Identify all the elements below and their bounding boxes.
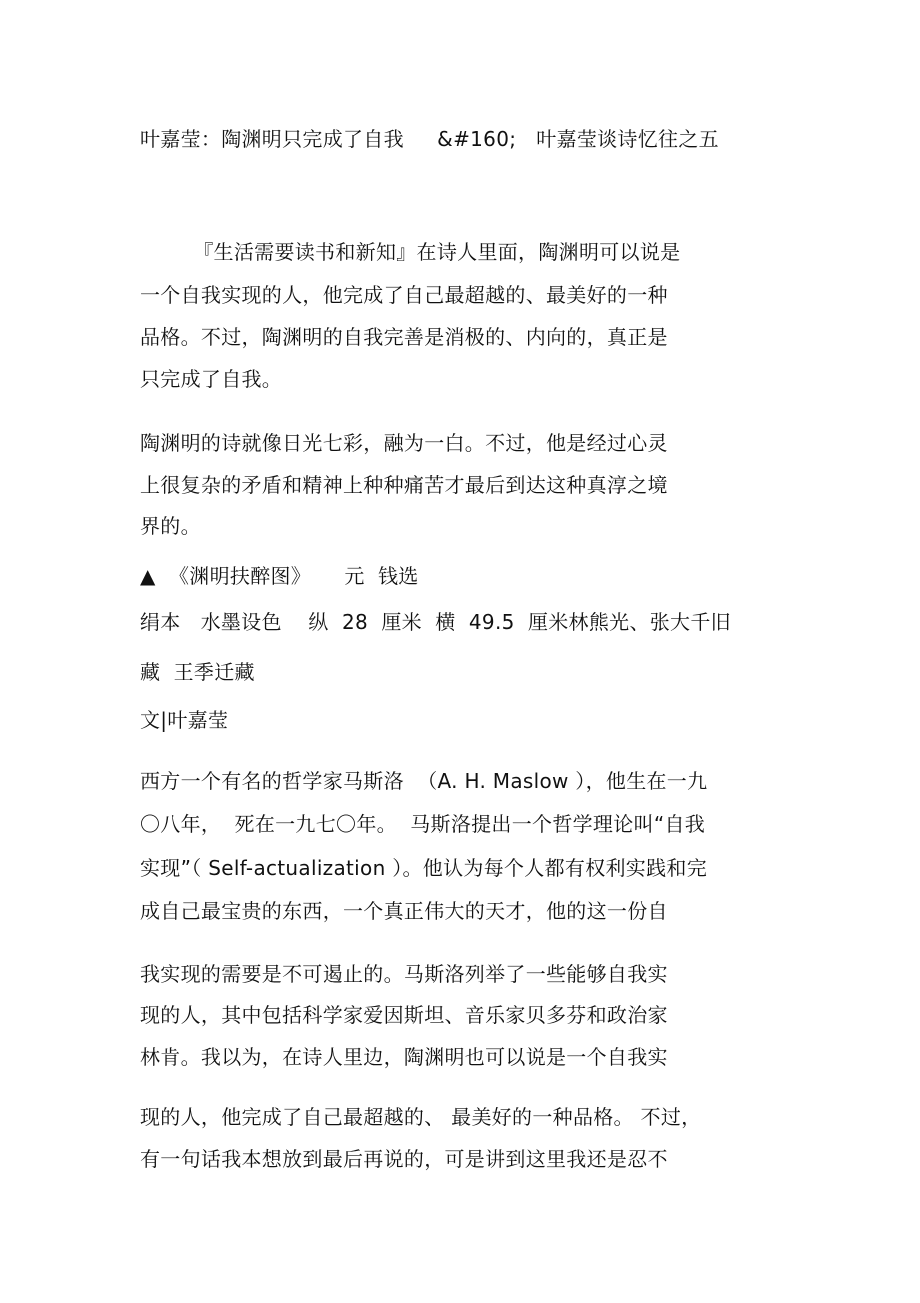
author-byline: 文|叶嘉莹: [140, 708, 229, 732]
text-line: 上很复杂的矛盾和精神上种种痛苦才最后到达这种真淳之境: [140, 473, 668, 497]
text-line: 我实现的需要是不可遏止的。马斯洛列举了一些能够自我实: [140, 962, 668, 986]
text-line: 陶渊明的诗就像日光七彩，融为一白。不过，他是经过心灵: [140, 431, 668, 455]
text-line: 现的人，他完成了自己最超越的、 最美好的一种品格。 不过，: [140, 1105, 702, 1129]
caption-title: ▲ 《渊明扶醉图》 元 钱选: [140, 564, 419, 588]
text-line: 现的人，其中包括科学家爱因斯坦、音乐家贝多芬和政治家: [140, 1003, 668, 1027]
text-line: 一个自我实现的人，他完成了自己最超越的、最美好的一种: [140, 283, 668, 307]
text-line: 品格。不过，陶渊明的自我完善是消极的、内向的，真正是: [140, 325, 668, 349]
text-line: 实现”（ Self-actualization ）。他认为每个人都有权利实践和完: [140, 856, 707, 880]
text-line: 有一句话我本想放到最后再说的，可是讲到这里我还是忍不: [140, 1147, 668, 1171]
text-line: 西方一个有名的哲学家马斯洛 （A. H. Maslow ），他生在一九: [140, 769, 708, 793]
text-line: 『生活需要读书和新知』在诗人里面，陶渊明可以说是: [140, 240, 681, 264]
caption-details: 绢本 水墨设色 纵 28 厘米 横 49.5 厘米林熊光、张大千旧: [140, 610, 731, 634]
caption-collection: 藏 王季迁藏: [140, 660, 255, 684]
text-line: 林肯。我以为，在诗人里边，陶渊明也可以说是一个自我实: [140, 1045, 668, 1069]
text-line: 成自己最宝贵的东西，一个真正伟大的天才，他的这一份自: [140, 899, 668, 923]
text-line: 〇八年， 死在一九七〇年。 马斯洛提出一个哲学理论叫“自我: [140, 812, 706, 836]
text-line: 只完成了自我。: [140, 367, 283, 391]
text-line: 界的。: [140, 514, 201, 538]
document-title: 叶嘉莹：陶渊明只完成了自我 &#160; 叶嘉莹谈诗忆往之五: [140, 127, 719, 151]
